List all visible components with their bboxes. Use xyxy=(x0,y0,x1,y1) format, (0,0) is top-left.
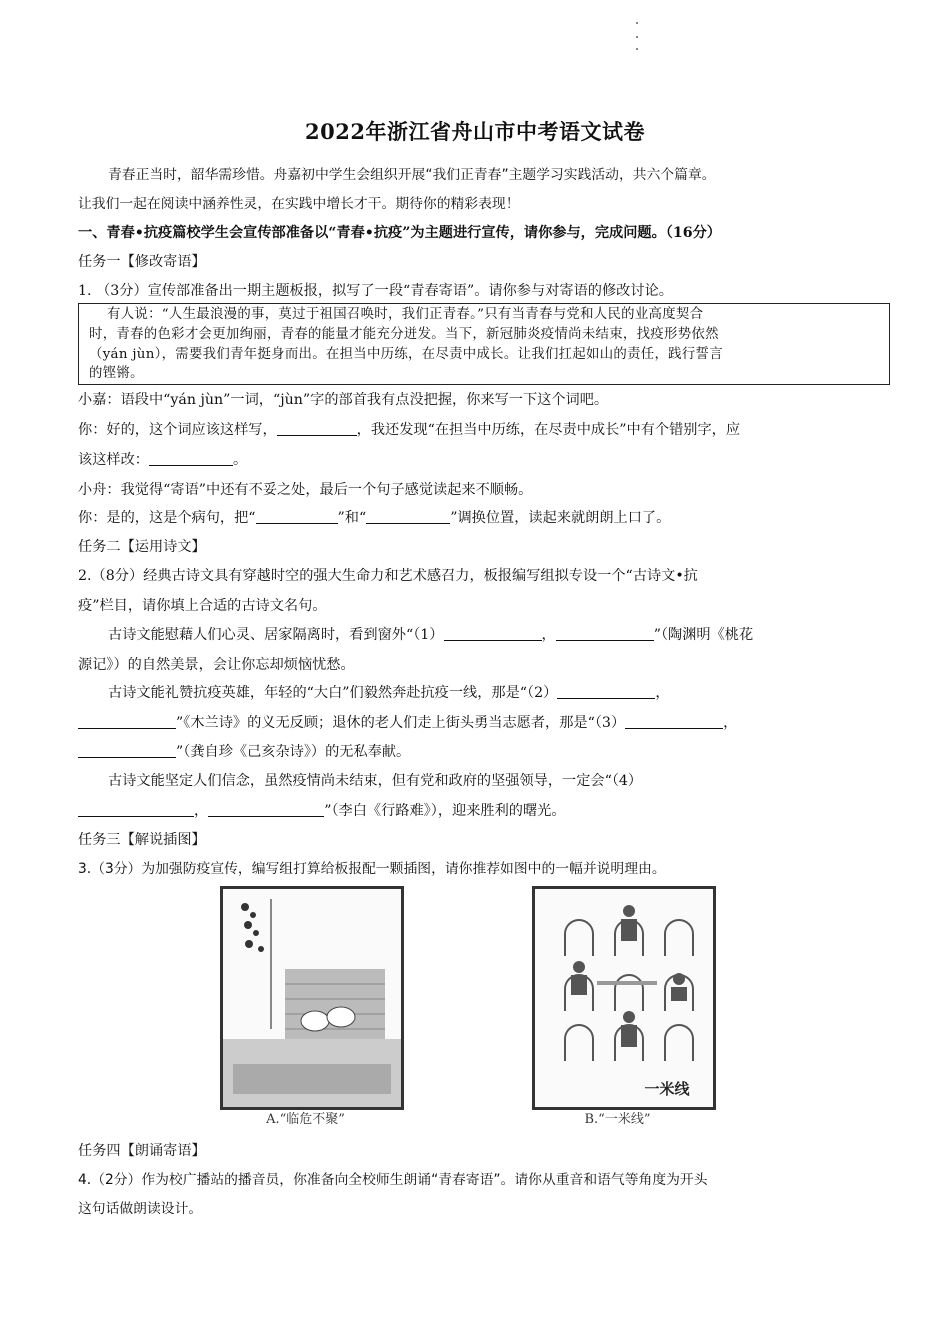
para-text: 古诗文能慰藉人们心灵、居家隔离时，看到窗外“（1） xyxy=(108,627,444,643)
illustration-a-drawing xyxy=(223,889,401,1107)
para-text: ， xyxy=(655,685,670,701)
intro-line-2: 让我们一起在阅读中涵养性灵，在实践中增长才干。期待你的精彩表现！ xyxy=(78,196,520,212)
answer-blank[interactable] xyxy=(444,626,542,641)
para-text: ， xyxy=(194,803,209,819)
task2-label: 任务二【运用诗文】 xyxy=(78,539,206,555)
dialogue-you-2 xyxy=(78,450,247,470)
task4-label: 任务四【朗诵寄语】 xyxy=(78,1143,206,1159)
para-text: ”（龚自珍《己亥杂诗》）的无私奉献。 xyxy=(176,744,411,760)
passage-line-1: 有人说：“人生最浪漫的事，莫过于祖国召唤时，我们正青春。”只有当青春与党和人民的业高度契合 xyxy=(107,307,704,322)
passage-line-2: 时，青春的色彩才会更加绚丽，青春的能量才能充分迸发。当下，新冠肺炎疫情尚未结束，找疫形势依然 xyxy=(89,327,719,342)
dialogue-xiaojia: 小嘉：语段中“yán jùn”一词，“jùn”字的部首我有点没把握，你来写一下这个词吧。 xyxy=(78,392,609,408)
question-4-line-2: 这句话做朗读设计。 xyxy=(78,1201,203,1217)
answer-blank[interactable] xyxy=(78,714,176,729)
question-2-line-2: 疫”栏目，请你填上合适的古诗文名句。 xyxy=(78,598,327,614)
answer-blank[interactable] xyxy=(78,802,194,817)
section-heading: 一、青春•抗疫篇校学生会宣传部准备以“青春•抗疫”为主题进行宣传，请你参与，完成问题。（16分） xyxy=(78,225,721,241)
answer-blank[interactable] xyxy=(149,451,233,466)
passage-line-4: 的铿锵。 xyxy=(89,366,144,381)
question-3: 3.（3分）为加强防疫宣传，编写组打算给板报配一颗插图，请你推荐如图中的一幅并说明理由。 xyxy=(78,861,666,877)
question-4-line-1: 4.（2分）作为校广播站的播音员，你准备向全校师生朗诵“青春寄语”。请你从重音和语气等角度为开头 xyxy=(78,1172,708,1188)
dialogue-you-3 xyxy=(78,508,670,528)
answer-blank[interactable] xyxy=(208,802,324,817)
illustration-b-banner: 一米线 xyxy=(644,1080,690,1098)
illustration-b[interactable] xyxy=(520,882,715,1130)
poem-para-2-line-3 xyxy=(78,742,410,762)
para-text: ， xyxy=(541,627,556,643)
question-1 xyxy=(78,281,673,301)
poem-para-1-line-1 xyxy=(108,625,753,645)
q1-text: （3分）宣传部准备出一期主题板报，拟写了一段“青春寄语”。请你参与对寄语的修改讨论。 xyxy=(96,283,673,299)
dialogue-text: ，我还发现“在担当中历练，在尽责中成长”中有个错别字，应 xyxy=(356,422,741,438)
answer-blank[interactable] xyxy=(78,743,176,758)
dialogue-text: 你：是的，这是个病句，把“ xyxy=(78,510,256,526)
dialogue-xiaozhou: 小舟：我觉得“寄语”中还有不妥之处，最后一个句子感觉读起来不顺畅。 xyxy=(78,482,533,498)
illustration-b-caption: B.“一米线” xyxy=(584,1112,651,1127)
answer-blank[interactable] xyxy=(366,509,450,524)
intro-line-1: 青春正当时，韶华需珍惜。舟嘉初中学生会组织开展“我们正青春”主题学习实践活动，共六个篇章。 xyxy=(108,167,716,183)
answer-blank[interactable] xyxy=(556,626,654,641)
answer-blank[interactable] xyxy=(625,714,723,729)
answer-blank[interactable] xyxy=(557,684,655,699)
dialogue-text: ”和“ xyxy=(337,510,367,526)
dialogue-text: 该这样改： xyxy=(78,452,149,468)
question-2-line-1: 2.（8分）经典古诗文具有穿越时空的强大生命力和艺术感召力，板报编写组拟专设一个“古诗文•抗 xyxy=(78,568,698,584)
para-text: ”《木兰诗》的义无反顾；退休的老人们走上街头勇当志愿者，那是“（3） xyxy=(176,715,626,731)
dialogue-you-1 xyxy=(78,420,740,440)
passage-line-3: （yán jùn），需要我们青年挺身而出。在担当中历练，在尽责中成长。让我们扛起如山的责任，践行誓言 xyxy=(89,347,723,362)
answer-blank[interactable] xyxy=(277,421,357,436)
illustration-b-frame xyxy=(532,886,716,1110)
passage-box xyxy=(78,303,890,385)
poem-para-3-line-2 xyxy=(78,801,566,821)
task3-label: 任务三【解说插图】 xyxy=(78,832,206,848)
para-text: ， xyxy=(723,715,738,731)
para-text: ”（李白《行路难》），迎来胜利的曙光。 xyxy=(324,803,566,819)
poem-para-3-line-1: 古诗文能坚定人们信念，虽然疫情尚未结束，但有党和政府的坚强领导，一定会“（4） xyxy=(108,773,643,789)
para-text: ”（陶渊明《桃花 xyxy=(653,627,754,643)
poem-para-2-line-2 xyxy=(78,713,737,733)
illustration-b-drawing xyxy=(535,889,713,1107)
illustration-a-caption: A.“临危不聚” xyxy=(266,1112,345,1127)
para-text: 古诗文能礼赞抗疫英雄，年轻的“大白”们毅然奔赴抗疫一线，那是“（2） xyxy=(108,685,558,701)
answer-blank[interactable] xyxy=(256,509,338,524)
dialogue-text: 你：好的，这个词应该这样写， xyxy=(78,422,277,438)
dialogue-text: 。 xyxy=(232,452,248,468)
illustration-a[interactable] xyxy=(208,882,403,1130)
corner-dots xyxy=(636,22,640,52)
poem-para-2-line-1 xyxy=(108,683,670,703)
poem-para-1-line-2: 源记》）的自然美景，会让你忘却烦恼忧愁。 xyxy=(78,657,355,673)
dialogue-text: ”调换位置，读起来就朗朗上口了。 xyxy=(450,510,671,526)
illustration-a-frame xyxy=(220,886,404,1110)
q1-number: 1. xyxy=(78,283,92,299)
page-title: 2022年浙江省舟山市中考语文试卷 xyxy=(305,119,645,144)
task1-label: 任务一【修改寄语】 xyxy=(78,254,206,270)
